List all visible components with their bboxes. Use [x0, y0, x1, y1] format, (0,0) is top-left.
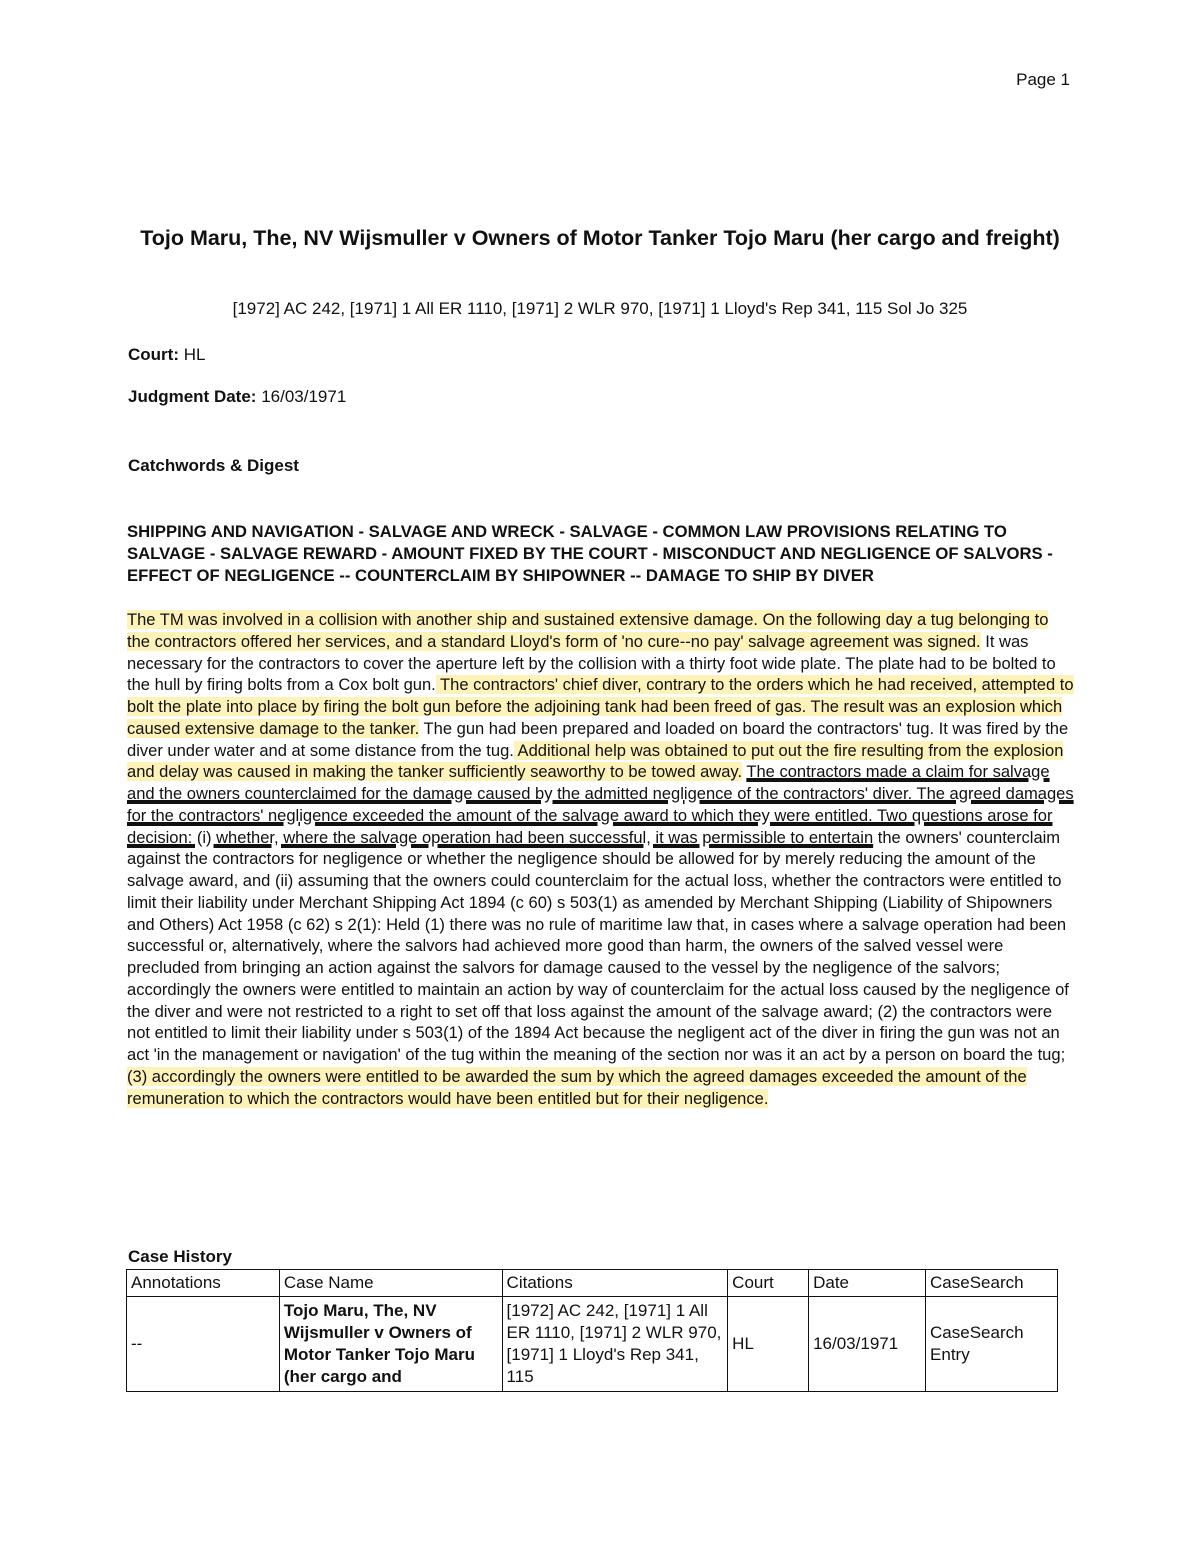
table-header-row: [127, 1270, 1058, 1297]
column-header: Date: [809, 1270, 926, 1297]
catchwords-heading: Catchwords & Digest: [128, 456, 299, 475]
annotations-cell: --: [127, 1297, 280, 1392]
catchwords: SHIPPING AND NAVIGATION - SALVAGE AND WRECK - SALVAGE - COMMON LAW PROVISIONS RELATING TO SALVAGE - SALVAGE REWARD - AMOUNT FIXED BY THE COURT - MISCONDUCT AND NEGLIGENCE OF SALVORS - EFFECT OF NEGLIGENCE -- COUNTERCLAIM BY SHIPOWNER -- DAMAGE TO SHIP BY DIVER: [127, 522, 1053, 585]
case-history-heading: Case History: [128, 1247, 232, 1266]
digest-paragraph: [127, 609, 1075, 1109]
column-header: CaseSearch: [926, 1270, 1058, 1297]
column-header: Court: [728, 1270, 809, 1297]
case-title: Tojo Maru, The, NV Wijsmuller v Owners of Motor Tanker Tojo Maru (her cargo and freight): [140, 226, 1060, 250]
highlighted-text: The contractors' chief diver, contrary to the orders which he had received, attempted to bolt the plate into place by firing the bolt gun before the adjoining tank had been freed of gas. The result was an explosion which caused extensive damage to the tanker.: [127, 675, 1074, 738]
digest-text: the owners' counterclaim against the contractors for negligence or whether the negligence should be allowed for by merely reducing the amount of the salvage award, and (ii) assuming that the owners could counterclaim for the actual loss, whether the contractors were entitled to limit their liability under Merchant Shipping Act 1894 (c 60) s 503(1) as amended by Merchant Shipping (Liability of Shipowners and Others) Act 1958 (c 62) s 2(1): Held (1) there was no rule of maritime law that, in cases where a salvage operation had been successful or, alternatively, where the salvors had achieved more good than harm, the owners of the salved vessel were precluded from bringing an action against the salvors for damage caused to the vessel by the negligence of the salvors; accordingly the owners were entitled to maintain an action by way of counterclaim for the actual loss caused by the negligence of the diver and were not restricted to a right to set off that loss against the amount of the salvage award; (2) the contractors were not entitled to limit their liability under s 503(1) of the 1894 Act because the negligent act of the diver in firing the gun was not an act 'in the management or navigation' of the tug within the meaning of the section nor was it an act by a person on board the tug;: [127, 827, 1069, 1064]
court-value: HL: [178, 345, 206, 364]
underlined-text: The contractors made a claim for salvage and the owners counterclaimed for the damage caused by the admitted negligence of the contractors' diver. The agreed damages for the contractors' negligence exceeded the amount of the salvage award to which they were entitled. Two questions arose for decision: (i) whether, where the salvage operation had been successful, it was permissible to entertain: [127, 762, 1074, 847]
court-label: Court:: [128, 345, 179, 364]
highlighted-text: The TM was involved in a collision with another ship and sustained extensive damage. On the following day a tug belonging to the contractors offered her services, and a standard Lloyd's form of 'no cure--no pay' salvage agreement was signed.: [127, 610, 1049, 651]
court-cell: HL: [728, 1297, 809, 1392]
highlighted-text: Additional help was obtained to put out the fire resulting from the explosion and delay was caused in making the tanker sufficiently seaworthy to be towed away.: [127, 740, 1064, 782]
court-line: [128, 345, 205, 365]
column-header: Annotations: [127, 1270, 280, 1297]
page-number: Page 1: [1016, 70, 1070, 89]
judgment-date-value: 16/03/1971: [256, 387, 347, 406]
column-header: Citations: [502, 1270, 728, 1297]
column-header: Case Name: [279, 1270, 502, 1297]
highlighted-text: (3) accordingly the owners were entitled to be awarded the sum by which the agreed damages exceeded the amount of the remuneration to which the contractors would have been entitled but for their negligence.: [127, 1066, 1027, 1108]
case-citation: [1972] AC 242, [1971] 1 All ER 1110, [1971] 2 WLR 970, [1971] 1 Lloyd's Rep 341, 115 Sol Jo 325: [232, 299, 968, 318]
case-history-table: [126, 1269, 1058, 1392]
digest-text: It was necessary for the contractors to cover the aperture left by the collision with a thirty foot wide plate. The plate had to be bolted to the hull by firing bolts from a Cox bolt gun.: [127, 631, 1056, 695]
case-name-cell: Tojo Maru, The, NV Wijsmuller v Owners of Motor Tanker Tojo Maru (her cargo and: [279, 1297, 502, 1392]
date-cell: 16/03/1971: [809, 1297, 926, 1392]
casesearch-entry-link[interactable]: CaseSearch Entry: [926, 1297, 1058, 1392]
table-row: [127, 1297, 1058, 1392]
judgment-date-line: [128, 387, 346, 407]
judgment-date-label: Judgment Date:: [128, 387, 257, 406]
digest-text: The gun had been prepared and loaded on board the contractors' tug. It was fired by the diver under water and at some distance from the tug.: [127, 718, 1069, 760]
citations-cell: [1972] AC 242, [1971] 1 All ER 1110, [1971] 2 WLR 970, [1971] 1 Lloyd's Rep 341, 115: [502, 1297, 728, 1392]
